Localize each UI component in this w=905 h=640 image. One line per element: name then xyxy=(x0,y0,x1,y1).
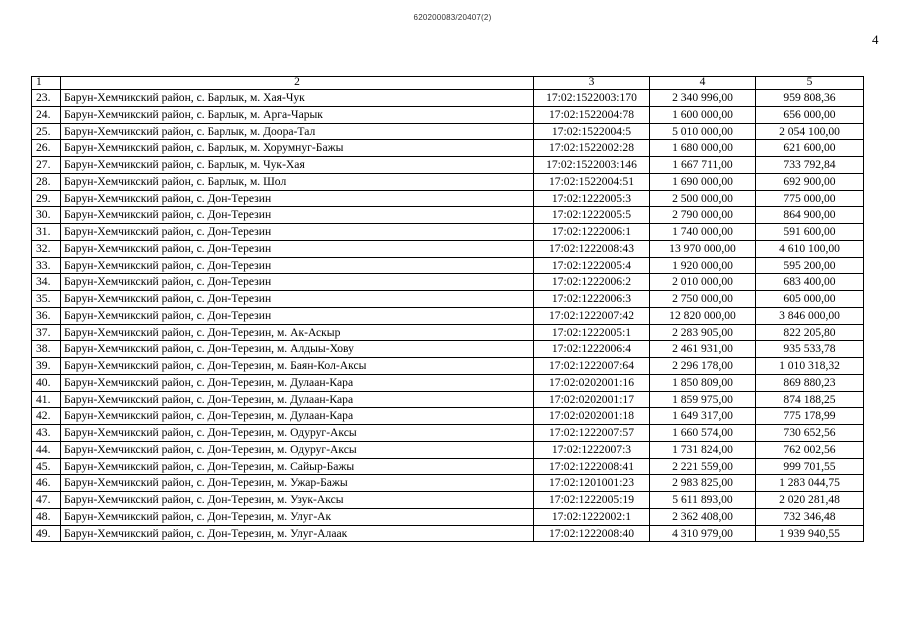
address-cell: Барун-Хемчикский район, с. Дон-Терезин, м. Ак-Аскыр xyxy=(61,324,534,341)
value-cell: 2 983 825,00 xyxy=(650,475,756,492)
row-number: 34. xyxy=(32,274,61,291)
cadastral-number-cell: 17:02:1222006:3 xyxy=(534,291,650,308)
row-number: 37. xyxy=(32,324,61,341)
row-number: 45. xyxy=(32,458,61,475)
value-cell: 2 283 905,00 xyxy=(650,324,756,341)
table-row xyxy=(32,441,864,458)
row-number: 32. xyxy=(32,240,61,257)
row-number: 33. xyxy=(32,257,61,274)
value-cell: 2 296 178,00 xyxy=(650,358,756,375)
table-row xyxy=(32,224,864,241)
table-row xyxy=(32,240,864,257)
address-cell: Барун-Хемчикский район, с. Барлык, м. Хорумнуг-Бажы xyxy=(61,140,534,157)
value-cell: 2 010 000,00 xyxy=(650,274,756,291)
value-cell: 5 611 893,00 xyxy=(650,492,756,509)
land-registry-table xyxy=(31,76,864,542)
value-cell: 12 820 000,00 xyxy=(650,307,756,324)
table-row xyxy=(32,90,864,107)
table-header-row xyxy=(32,77,864,90)
row-number: 48. xyxy=(32,508,61,525)
value-cell: 1 600 000,00 xyxy=(650,106,756,123)
table-row xyxy=(32,207,864,224)
address-cell: Барун-Хемчикский район, с. Барлык, м. Чук-Хая xyxy=(61,157,534,174)
address-cell: Барун-Хемчикский район, с. Барлык, м. Хая-Чук xyxy=(61,90,534,107)
table-row xyxy=(32,190,864,207)
cadastral-number-cell: 17:02:1522003:170 xyxy=(534,90,650,107)
cadastral-number-cell: 17:02:1222008:43 xyxy=(534,240,650,257)
cadastral-number-cell: 17:02:1522003:146 xyxy=(534,157,650,174)
amount-cell: 822 205,80 xyxy=(756,324,864,341)
table-row xyxy=(32,341,864,358)
address-cell: Барун-Хемчикский район, с. Дон-Терезин xyxy=(61,224,534,241)
amount-cell: 1 939 940,55 xyxy=(756,525,864,542)
address-cell: Барун-Хемчикский район, с. Дон-Терезин, м. Одуруг-Аксы xyxy=(61,441,534,458)
amount-cell: 3 846 000,00 xyxy=(756,307,864,324)
address-cell: Барун-Хемчикский район, с. Дон-Терезин, м. Дулаан-Кара xyxy=(61,408,534,425)
value-cell: 13 970 000,00 xyxy=(650,240,756,257)
table-row xyxy=(32,492,864,509)
cadastral-number-cell: 17:02:1222007:64 xyxy=(534,358,650,375)
row-number: 27. xyxy=(32,157,61,174)
cadastral-number-cell: 17:02:1222007:42 xyxy=(534,307,650,324)
table-row xyxy=(32,475,864,492)
row-number: 25. xyxy=(32,123,61,140)
header-col-2: 2 xyxy=(61,77,534,90)
address-cell: Барун-Хемчикский район, с. Дон-Терезин xyxy=(61,190,534,207)
amount-cell: 775 178,99 xyxy=(756,408,864,425)
table-row xyxy=(32,257,864,274)
row-number: 35. xyxy=(32,291,61,308)
amount-cell: 732 346,48 xyxy=(756,508,864,525)
table-row xyxy=(32,157,864,174)
row-number: 43. xyxy=(32,425,61,442)
row-number: 24. xyxy=(32,106,61,123)
row-number: 31. xyxy=(32,224,61,241)
cadastral-number-cell: 17:02:1522002:28 xyxy=(534,140,650,157)
amount-cell: 874 188,25 xyxy=(756,391,864,408)
row-number: 42. xyxy=(32,408,61,425)
row-number: 44. xyxy=(32,441,61,458)
value-cell: 1 731 824,00 xyxy=(650,441,756,458)
row-number: 49. xyxy=(32,525,61,542)
amount-cell: 591 600,00 xyxy=(756,224,864,241)
address-cell: Барун-Хемчикский район, с. Барлык, м. Доора-Тал xyxy=(61,123,534,140)
amount-cell: 683 400,00 xyxy=(756,274,864,291)
address-cell: Барун-Хемчикский район, с. Дон-Терезин, м. Одуруг-Аксы xyxy=(61,425,534,442)
row-number: 23. xyxy=(32,90,61,107)
cadastral-number-cell: 17:02:1222005:3 xyxy=(534,190,650,207)
cadastral-number-cell: 17:02:1222005:4 xyxy=(534,257,650,274)
amount-cell: 621 600,00 xyxy=(756,140,864,157)
amount-cell: 999 701,55 xyxy=(756,458,864,475)
amount-cell: 2 054 100,00 xyxy=(756,123,864,140)
address-cell: Барун-Хемчикский район, с. Дон-Терезин, м. Дулаан-Кара xyxy=(61,374,534,391)
amount-cell: 1 010 318,32 xyxy=(756,358,864,375)
row-number: 47. xyxy=(32,492,61,509)
amount-cell: 692 900,00 xyxy=(756,173,864,190)
address-cell: Барун-Хемчикский район, с. Дон-Терезин, м. Сайыр-Бажы xyxy=(61,458,534,475)
value-cell: 1 649 317,00 xyxy=(650,408,756,425)
amount-cell: 959 808,36 xyxy=(756,90,864,107)
value-cell: 1 850 809,00 xyxy=(650,374,756,391)
row-number: 46. xyxy=(32,475,61,492)
table-row xyxy=(32,525,864,542)
value-cell: 2 750 000,00 xyxy=(650,291,756,308)
address-cell: Барун-Хемчикский район, с. Дон-Терезин, м. Узук-Аксы xyxy=(61,492,534,509)
table-row xyxy=(32,291,864,308)
table-row xyxy=(32,173,864,190)
amount-cell: 733 792,84 xyxy=(756,157,864,174)
amount-cell: 605 000,00 xyxy=(756,291,864,308)
cadastral-number-cell: 17:02:1222002:1 xyxy=(534,508,650,525)
address-cell: Барун-Хемчикский район, с. Дон-Терезин, м. Улуг-Ак xyxy=(61,508,534,525)
cadastral-number-cell: 17:02:1222007:3 xyxy=(534,441,650,458)
cadastral-number-cell: 17:02:0202001:17 xyxy=(534,391,650,408)
value-cell: 2 461 931,00 xyxy=(650,341,756,358)
value-cell: 1 920 000,00 xyxy=(650,257,756,274)
cadastral-number-cell: 17:02:1222008:41 xyxy=(534,458,650,475)
cadastral-number-cell: 17:02:1222006:4 xyxy=(534,341,650,358)
row-number: 36. xyxy=(32,307,61,324)
value-cell: 2 500 000,00 xyxy=(650,190,756,207)
address-cell: Барун-Хемчикский район, с. Дон-Терезин, м. Дулаан-Кара xyxy=(61,391,534,408)
amount-cell: 2 020 281,48 xyxy=(756,492,864,509)
cadastral-number-cell: 17:02:1222006:1 xyxy=(534,224,650,241)
value-cell: 2 340 996,00 xyxy=(650,90,756,107)
page-number: 4 xyxy=(872,32,879,47)
amount-cell: 775 000,00 xyxy=(756,190,864,207)
table-row xyxy=(32,408,864,425)
amount-cell: 762 002,56 xyxy=(756,441,864,458)
cadastral-number-cell: 17:02:1201001:23 xyxy=(534,475,650,492)
address-cell: Барун-Хемчикский район, с. Барлык, м. Арга-Чарык xyxy=(61,106,534,123)
row-number: 28. xyxy=(32,173,61,190)
table-row xyxy=(32,123,864,140)
table-row xyxy=(32,106,864,123)
value-cell: 1 680 000,00 xyxy=(650,140,756,157)
amount-cell: 656 000,00 xyxy=(756,106,864,123)
value-cell: 5 010 000,00 xyxy=(650,123,756,140)
amount-cell: 935 533,78 xyxy=(756,341,864,358)
address-cell: Барун-Хемчикский район, с. Дон-Терезин, м. Алдыы-Хову xyxy=(61,341,534,358)
row-number: 26. xyxy=(32,140,61,157)
row-number: 30. xyxy=(32,207,61,224)
row-number: 41. xyxy=(32,391,61,408)
address-cell: Барун-Хемчикский район, с. Барлык, м. Шол xyxy=(61,173,534,190)
cadastral-number-cell: 17:02:0202001:18 xyxy=(534,408,650,425)
header-col-1: 1 xyxy=(32,77,61,90)
table-row xyxy=(32,274,864,291)
address-cell: Барун-Хемчикский район, с. Дон-Терезин xyxy=(61,207,534,224)
cadastral-number-cell: 17:02:1222005:5 xyxy=(534,207,650,224)
cadastral-number-cell: 17:02:1522004:78 xyxy=(534,106,650,123)
value-cell: 1 690 000,00 xyxy=(650,173,756,190)
cadastral-number-cell: 17:02:1522004:5 xyxy=(534,123,650,140)
address-cell: Барун-Хемчикский район, с. Дон-Терезин xyxy=(61,240,534,257)
header-col-4: 4 xyxy=(650,77,756,90)
cadastral-number-cell: 17:02:1222006:2 xyxy=(534,274,650,291)
table-row xyxy=(32,358,864,375)
cadastral-number-cell: 17:02:1222007:57 xyxy=(534,425,650,442)
address-cell: Барун-Хемчикский район, с. Дон-Терезин xyxy=(61,257,534,274)
header-col-3: 3 xyxy=(534,77,650,90)
row-number: 29. xyxy=(32,190,61,207)
amount-cell: 864 900,00 xyxy=(756,207,864,224)
row-number: 39. xyxy=(32,358,61,375)
row-number: 40. xyxy=(32,374,61,391)
address-cell: Барун-Хемчикский район, с. Дон-Терезин, м. Баян-Кол-Аксы xyxy=(61,358,534,375)
table-row xyxy=(32,374,864,391)
value-cell: 1 667 711,00 xyxy=(650,157,756,174)
address-cell: Барун-Хемчикский район, с. Дон-Терезин xyxy=(61,291,534,308)
row-number: 38. xyxy=(32,341,61,358)
cadastral-number-cell: 17:02:1222005:1 xyxy=(534,324,650,341)
value-cell: 1 660 574,00 xyxy=(650,425,756,442)
amount-cell: 730 652,56 xyxy=(756,425,864,442)
value-cell: 4 310 979,00 xyxy=(650,525,756,542)
table-row xyxy=(32,458,864,475)
value-cell: 1 859 975,00 xyxy=(650,391,756,408)
table-row xyxy=(32,508,864,525)
table-row xyxy=(32,391,864,408)
amount-cell: 869 880,23 xyxy=(756,374,864,391)
address-cell: Барун-Хемчикский район, с. Дон-Терезин xyxy=(61,274,534,291)
cadastral-number-cell: 17:02:1522004:51 xyxy=(534,173,650,190)
value-cell: 1 740 000,00 xyxy=(650,224,756,241)
value-cell: 2 221 559,00 xyxy=(650,458,756,475)
address-cell: Барун-Хемчикский район, с. Дон-Терезин, м. Улуг-Алаак xyxy=(61,525,534,542)
header-col-5: 5 xyxy=(756,77,864,90)
cadastral-number-cell: 17:02:1222005:19 xyxy=(534,492,650,509)
table-row xyxy=(32,324,864,341)
table-row xyxy=(32,307,864,324)
value-cell: 2 790 000,00 xyxy=(650,207,756,224)
address-cell: Барун-Хемчикский район, с. Дон-Терезин xyxy=(61,307,534,324)
amount-cell: 595 200,00 xyxy=(756,257,864,274)
document-code: 620200083/20407(2) xyxy=(413,13,492,22)
value-cell: 2 362 408,00 xyxy=(650,508,756,525)
cadastral-number-cell: 17:02:1222008:40 xyxy=(534,525,650,542)
amount-cell: 4 610 100,00 xyxy=(756,240,864,257)
address-cell: Барун-Хемчикский район, с. Дон-Терезин, м. Ужар-Бажы xyxy=(61,475,534,492)
amount-cell: 1 283 044,75 xyxy=(756,475,864,492)
cadastral-number-cell: 17:02:0202001:16 xyxy=(534,374,650,391)
table-row xyxy=(32,425,864,442)
table-row xyxy=(32,140,864,157)
